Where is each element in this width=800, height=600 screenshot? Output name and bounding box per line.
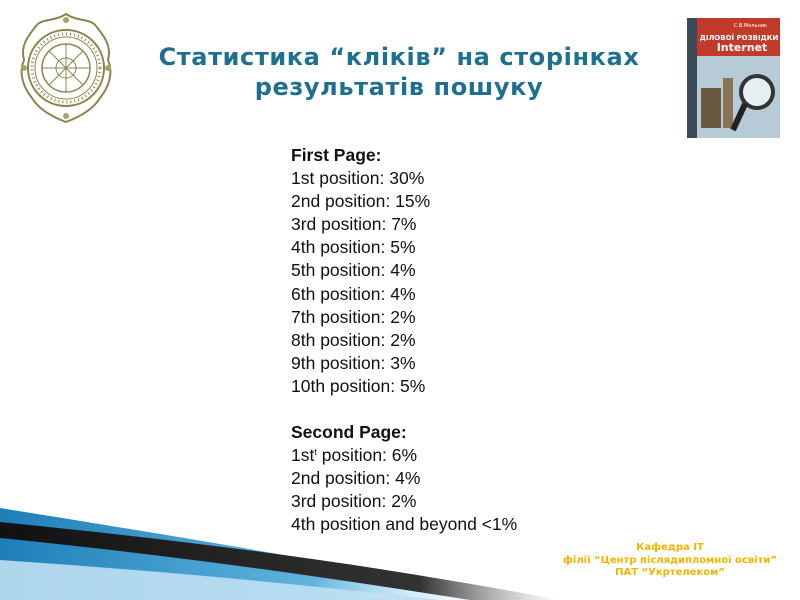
second-page-item-1-prefix: 1st	[291, 445, 315, 466]
first-page-item: 1st position: 30%	[291, 168, 425, 189]
second-page-item: 4th position and beyond <1%	[291, 514, 518, 535]
first-page-heading: First Page:	[291, 145, 382, 165]
first-page-item: 4th position: 5%	[291, 237, 416, 258]
first-page-item: 10th position: 5%	[291, 375, 426, 396]
slide-title-line-1: Статистика “кліків” на сторінках	[158, 43, 640, 71]
second-page-item: 3rd position: 2%	[291, 491, 417, 512]
book-author: С.В.Мельник	[733, 23, 767, 29]
footer-line-2: філії “Центр післядипломної освіти”	[563, 554, 777, 566]
second-page-item-1-superscript: t	[314, 447, 317, 458]
second-page-item: 2nd position: 4%	[291, 468, 421, 489]
footer-line-1: Кафедра ІТ	[636, 542, 704, 553]
first-page-item: 3rd position: 7%	[291, 214, 417, 235]
first-page-item: 7th position: 2%	[291, 306, 416, 327]
section-spacer	[291, 398, 517, 421]
footer-department	[560, 542, 780, 580]
second-page-heading: Second Page:	[291, 422, 407, 443]
second-page-item-1-suffix: position: 6%	[316, 445, 418, 466]
first-page-item: 5th position: 4%	[291, 260, 416, 281]
first-page-item: 9th position: 3%	[291, 352, 416, 373]
slide-title-line-2: результатів пошуку	[254, 73, 544, 101]
click-statistics-list	[291, 144, 517, 537]
second-page-item	[291, 444, 517, 467]
university-seal-logo	[18, 12, 114, 124]
first-page-item: 6th position: 4%	[291, 283, 416, 304]
book-cover-image	[687, 18, 780, 138]
first-page-item: 2nd position: 15%	[291, 191, 431, 212]
first-page-item: 8th position: 2%	[291, 329, 416, 350]
book-title-line-1: ДІЛОВОЇ РОЗВІДКИ	[699, 34, 779, 42]
slide-title	[120, 42, 678, 102]
footer-line-3: ПАТ “Укртелеком”	[615, 567, 725, 578]
book-title-line-2: Internet	[716, 41, 768, 54]
